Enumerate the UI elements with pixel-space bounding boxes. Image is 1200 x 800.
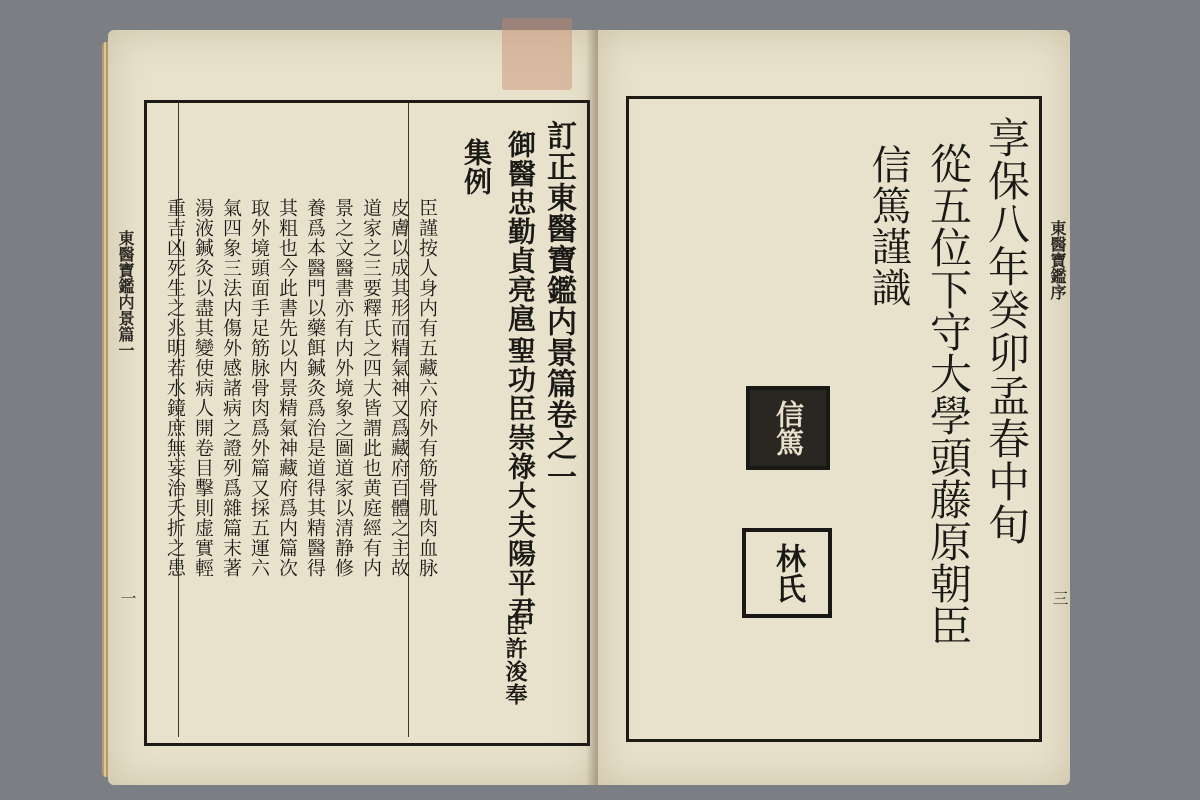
preface-date-line: 享保八年癸卯孟春中旬 xyxy=(982,116,1031,546)
body-col-3: 道家之三要釋氏之四大皆謂此也黄庭經有内 xyxy=(360,198,382,578)
open-book xyxy=(108,30,1070,785)
body-col-5: 養爲本醫門以藥餌鍼灸爲治是道得其精醫得 xyxy=(304,198,326,578)
preface-signature-line: 信篤謹識 xyxy=(865,144,911,308)
left-fold-title: 東醫寶鑑内景篇一 xyxy=(116,230,135,358)
left-fold-page: 一 xyxy=(118,590,137,606)
author-line-2: 聖功臣崇祿大夫陽平君 xyxy=(504,336,537,626)
body-col-2: 皮膚以成其形而精氣神又爲藏府百體之主故 xyxy=(388,198,410,578)
body-col-4: 景之文醫書亦有内外境象之圖道家以清静修 xyxy=(332,198,354,578)
body-col-1: 臣謹按人身内有五藏六府外有筋骨肌肉血脉 xyxy=(416,198,438,578)
author-line-1: 御醫忠勤貞亮扈 xyxy=(504,130,537,333)
body-col-7: 取外境頭面手足筋脉骨肉爲外篇又採五運六 xyxy=(248,198,270,578)
square-seal-2: 林氏 xyxy=(742,528,832,618)
right-page xyxy=(598,30,1070,785)
body-col-9: 湯液鍼灸以盡其變使病人開卷目擊則虚實輕 xyxy=(192,198,214,578)
right-fold-title: 東醫寶鑑序 xyxy=(1048,220,1067,300)
body-col-8: 氣四象三法内傷外感諸病之證列爲雜篇末著 xyxy=(220,198,242,578)
title-line: 訂正東醫寶鑑内景篇卷之一 xyxy=(541,120,576,492)
right-fold-page: 三 xyxy=(1050,590,1069,606)
left-page xyxy=(108,30,598,785)
body-col-10: 重吉凶死生之兆明若水鏡庶無妄治夭折之患 xyxy=(164,198,186,578)
square-seal-1: 信篤 xyxy=(746,386,830,470)
body-col-6: 其粗也今此書先以内景精氣神藏府爲内篇次 xyxy=(276,198,298,578)
library-stamp xyxy=(502,18,572,90)
author-line-3: 臣許浚奉 xyxy=(502,614,528,706)
preface-author-line: 從五位下守大學頭藤原朝臣 xyxy=(924,142,973,646)
section-heading: 集例 xyxy=(460,138,493,196)
